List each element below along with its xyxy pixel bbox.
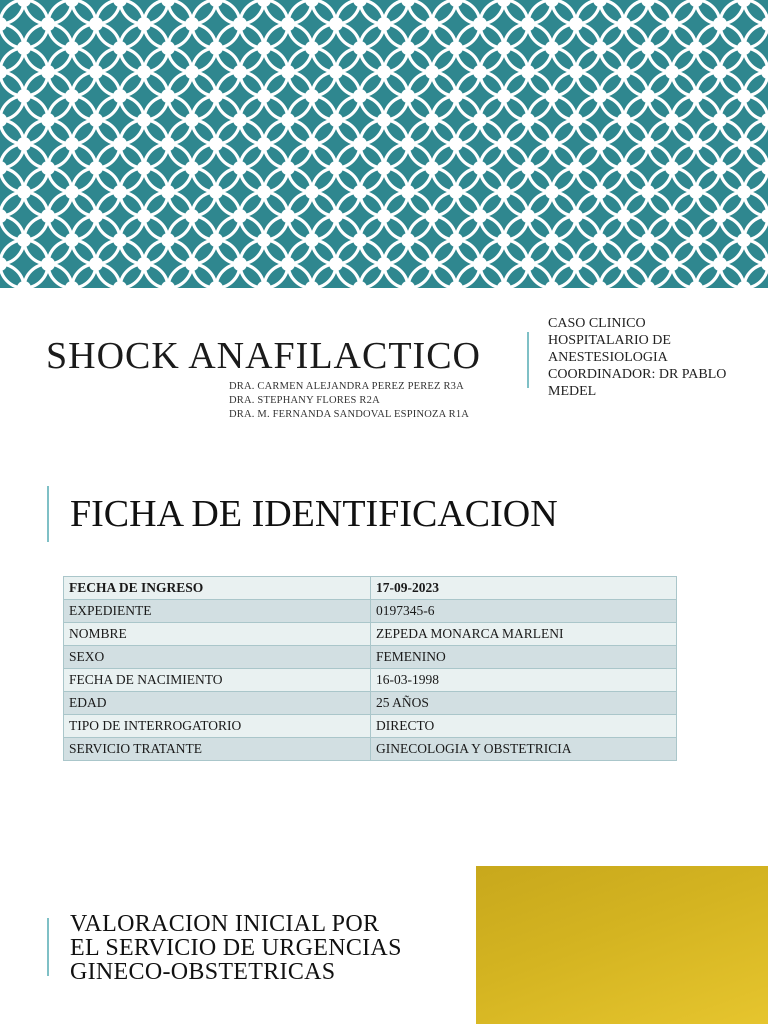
table-row xyxy=(64,692,677,715)
table-row xyxy=(64,646,677,669)
case-info-line: HOSPITALARIO DE xyxy=(548,333,671,348)
table-row xyxy=(64,715,677,738)
case-info-line: ANESTESIOLOGIA xyxy=(548,350,668,365)
identification-table xyxy=(63,576,677,761)
row-label: NOMBRE xyxy=(64,623,371,646)
author-line: DRA. M. FERNANDA SANDOVAL ESPINOZA R1A xyxy=(229,409,470,420)
case-info-line: MEDEL xyxy=(548,384,597,399)
decorative-pattern-banner xyxy=(0,0,768,288)
row-label: FECHA DE INGRESO xyxy=(64,577,371,600)
section-title-valoracion xyxy=(70,912,470,984)
table-row xyxy=(64,600,677,623)
valoracion-line: GINECO-OBSTETRICAS xyxy=(70,959,336,985)
row-label: EXPEDIENTE xyxy=(64,600,371,623)
row-value: 25 AÑOS xyxy=(371,692,677,715)
accent-divider xyxy=(47,918,49,976)
accent-divider xyxy=(47,486,49,542)
case-info-line: COORDINADOR: DR PABLO xyxy=(548,367,727,382)
row-value: GINECOLOGIA Y OBSTETRICIA xyxy=(371,738,677,761)
row-label: FECHA DE NACIMIENTO xyxy=(64,669,371,692)
table-row xyxy=(64,738,677,761)
row-value: 0197345-6 xyxy=(371,600,677,623)
table-row xyxy=(64,669,677,692)
table-row xyxy=(64,623,677,646)
row-label: EDAD xyxy=(64,692,371,715)
row-value: 17-09-2023 xyxy=(371,577,677,600)
authors-list xyxy=(229,380,469,422)
gold-decorative-block xyxy=(476,866,768,1024)
case-info-line: CASO CLINICO xyxy=(548,316,646,331)
table-row xyxy=(64,577,677,600)
row-value: ZEPEDA MONARCA MARLENI xyxy=(371,623,677,646)
row-value: 16-03-1998 xyxy=(371,669,677,692)
section-title-ficha: FICHA DE IDENTIFICACION xyxy=(70,493,558,535)
case-info xyxy=(548,315,748,400)
presentation-title: SHOCK ANAFILACTICO xyxy=(46,335,481,377)
row-label: SEXO xyxy=(64,646,371,669)
row-label: TIPO DE INTERROGATORIO xyxy=(64,715,371,738)
valoracion-line: EL SERVICIO DE URGENCIAS xyxy=(70,935,402,961)
row-value: FEMENINO xyxy=(371,646,677,669)
valoracion-line: VALORACION INICIAL POR xyxy=(70,911,380,937)
author-line: DRA. CARMEN ALEJANDRA PEREZ PEREZ R3A xyxy=(229,381,464,392)
accent-divider xyxy=(527,332,529,388)
row-label: SERVICIO TRATANTE xyxy=(64,738,371,761)
row-value: DIRECTO xyxy=(371,715,677,738)
author-line: DRA. STEPHANY FLORES R2A xyxy=(229,395,380,406)
